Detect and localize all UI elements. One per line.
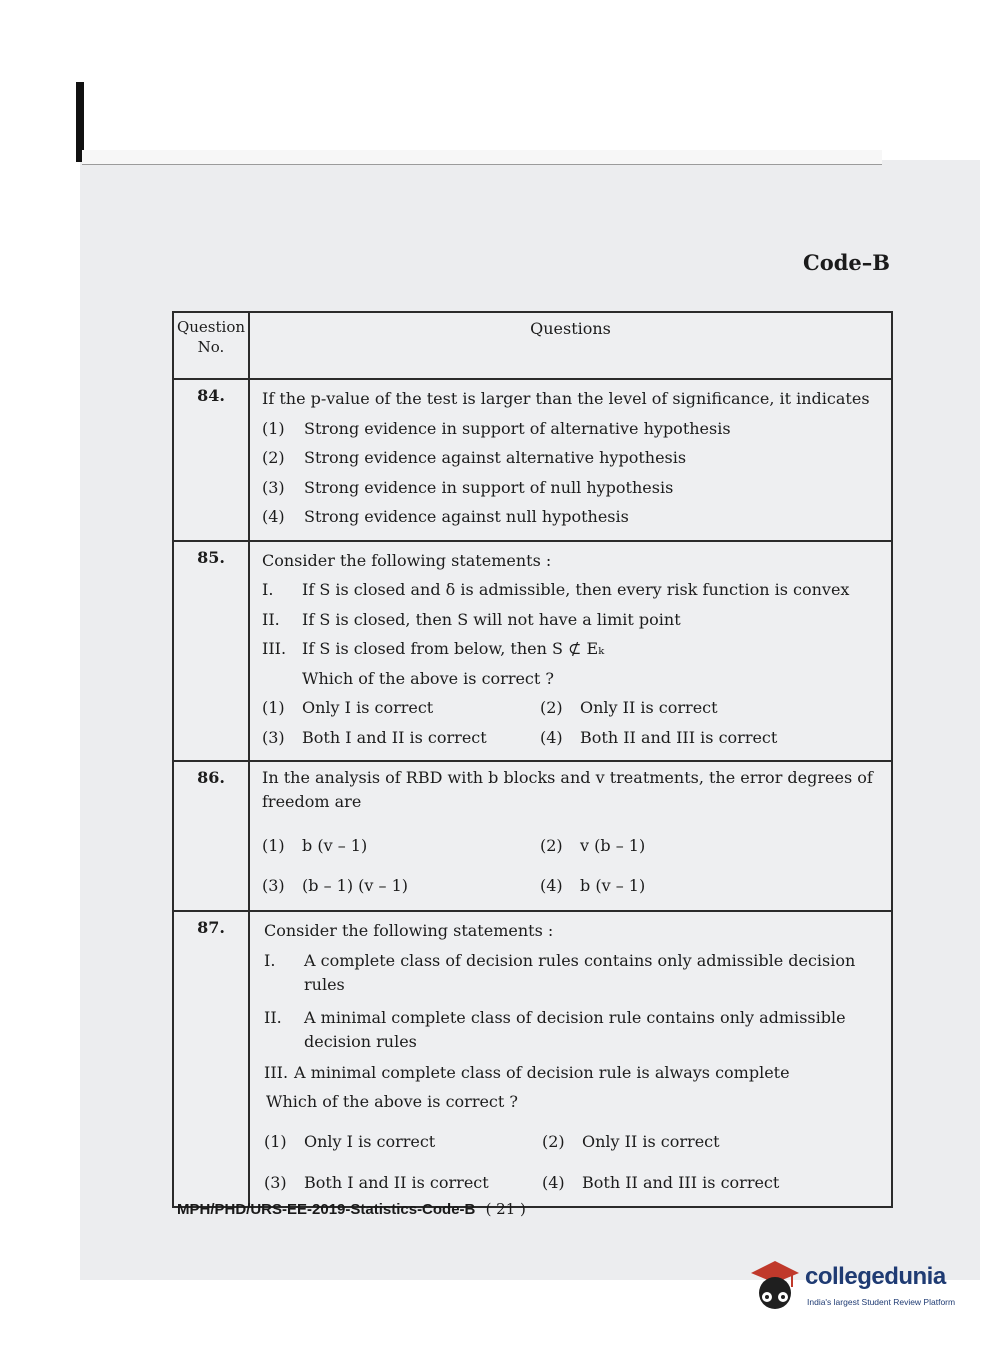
statement-number: II. — [262, 609, 280, 629]
option — [262, 502, 887, 532]
option-number: (4) — [262, 507, 285, 526]
statement-number: III. — [264, 1062, 289, 1082]
option-text: Only II is correct — [582, 1131, 720, 1151]
question-prompt: Which of the above is correct ? — [302, 668, 554, 688]
option-number: (1) — [264, 1131, 287, 1151]
option-text: Strong evidence against null hypothesis — [304, 507, 629, 526]
question-number: 86. — [173, 761, 249, 911]
option-number: (4) — [540, 727, 563, 747]
option-number: (4) — [540, 876, 563, 895]
option-number: (2) — [262, 448, 285, 467]
paper-code: Code–B — [802, 250, 890, 275]
option — [262, 473, 887, 503]
question-prompt: Which of the above is correct ? — [266, 1092, 518, 1111]
option-number: (3) — [262, 477, 285, 497]
option — [264, 1127, 542, 1157]
question-body — [249, 541, 892, 762]
statement-text: A minimal complete class of decision rule is always complete — [294, 1062, 790, 1082]
option-number: (3) — [262, 727, 285, 747]
statement-number: I. — [264, 950, 276, 970]
option-number: (1) — [262, 698, 285, 717]
option-text: Both II and III is correct — [582, 1173, 780, 1192]
option-text: b (v – 1) — [302, 836, 368, 855]
option-number: (1) — [262, 836, 285, 855]
statement — [262, 634, 887, 664]
statement-number: II. — [264, 1007, 282, 1027]
option-text: Only I is correct — [302, 698, 434, 717]
question-row — [173, 379, 892, 541]
collegedunia-watermark[interactable] — [745, 1255, 975, 1317]
option-text: v (b – 1) — [580, 836, 646, 855]
question-stem: In the analysis of RBD with b blocks and v treatments, the error degrees of freedom are — [262, 768, 873, 811]
page-number: ( 21 ) — [485, 1200, 526, 1218]
option-text: Only II is correct — [580, 698, 718, 717]
option-number: (1) — [262, 418, 285, 438]
statement — [262, 605, 887, 635]
collegedunia-logo-icon — [747, 1257, 803, 1315]
column-header-question-no: Question No. — [173, 312, 249, 379]
option-number: (4) — [542, 1173, 565, 1192]
option — [262, 874, 540, 898]
option-text: Only I is correct — [304, 1131, 436, 1151]
option — [262, 693, 540, 723]
watermark-brand: collegedunia — [805, 1263, 946, 1290]
footer-paper-code: MPH/PHD/URS-EE-2019-Statistics-Code-B — [177, 1201, 476, 1218]
question-body — [249, 761, 892, 911]
statement-number: III. — [262, 639, 287, 658]
option-text: Strong evidence in support of null hypothesis — [304, 477, 674, 497]
option-text: b (v – 1) — [580, 876, 646, 895]
statement-text: If S is closed and δ is admissible, then every risk function is convex — [302, 580, 850, 599]
option-number: (2) — [540, 836, 563, 855]
options-grid — [264, 1127, 887, 1198]
option-text: Both I and II is correct — [304, 1173, 489, 1192]
table-header-row — [173, 312, 892, 379]
question-number: 85. — [173, 541, 249, 762]
option-text: Both I and II is correct — [302, 727, 487, 747]
question-stem: If the p-value of the test is larger than the level of significance, it indicates — [262, 389, 870, 408]
statement-text: If S is closed, then S will not have a limit point — [302, 609, 681, 629]
question-stem: Consider the following statements : — [264, 921, 554, 940]
statement — [264, 1003, 887, 1054]
option-number: (3) — [262, 876, 285, 895]
option-text: (b – 1) (v – 1) — [302, 876, 409, 895]
option — [542, 1168, 887, 1198]
option — [542, 1127, 887, 1157]
option — [262, 414, 887, 444]
option-number: (3) — [264, 1173, 287, 1192]
question-row — [173, 761, 892, 911]
statement-text: A complete class of decision rules contains only admissible decision rules — [304, 950, 856, 994]
question-row — [173, 541, 892, 762]
option-text: Both II and III is correct — [580, 727, 778, 747]
question-stem: Consider the following statements : — [262, 550, 552, 570]
statement-text: If S is closed from below, then S ⊄ Eₖ — [302, 639, 605, 658]
question-body — [249, 911, 892, 1207]
option — [540, 834, 887, 858]
option — [540, 874, 887, 898]
option-number: (2) — [540, 698, 563, 717]
question-number: 84. — [173, 379, 249, 541]
option — [264, 1168, 542, 1198]
statement — [262, 575, 887, 605]
watermark-tagline: India's largest Student Review Platform — [807, 1297, 956, 1307]
statement — [264, 1058, 887, 1088]
question-row — [173, 911, 892, 1207]
option-text: Strong evidence in support of alternative hypothesis — [304, 418, 731, 438]
option — [540, 723, 887, 753]
options-grid — [262, 834, 887, 898]
options-grid — [262, 693, 887, 752]
statement-number: I. — [262, 580, 274, 599]
questions-table — [172, 311, 893, 1208]
statement-text: A minimal complete class of decision rule contains only admissible decision rules — [304, 1007, 846, 1051]
column-header-questions: Questions — [249, 312, 892, 379]
option-number: (2) — [542, 1131, 565, 1151]
option — [262, 723, 540, 753]
question-number: 87. — [173, 911, 249, 1207]
option — [540, 693, 887, 723]
question-body — [249, 379, 892, 541]
page-footer — [177, 1200, 526, 1218]
option-text: Strong evidence against alternative hypothesis — [304, 448, 687, 467]
paper-top-edge — [82, 150, 882, 165]
option — [262, 443, 887, 473]
statement — [264, 946, 887, 997]
option — [262, 834, 540, 858]
